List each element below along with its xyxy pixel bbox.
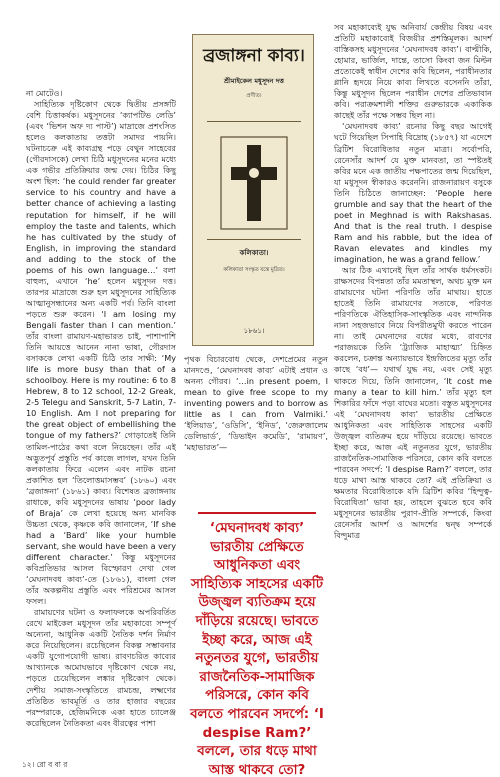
page-footer: ১২। রো ব বা র <box>22 760 68 769</box>
book-year: ১৮৬১। <box>243 327 265 335</box>
middle-column <box>184 354 328 453</box>
paragraph: আর ঠিক এখানেই ছিল তাঁর সার্থক ধর্মসংকট। রাক্ষসদের বিপন্নতা তাঁর মমতাস্থল, অথচ মুক্ত মন রামায়ণের ঘটনা পরিণতি তাঁর মাথায়। হাতে হাতেই তিনি রামায়ণের সত্যকে, পরিণত পরিণতিকে ঐতিহাসিক-সাংস্কৃতিক এবং নান্দনিক নানা সহজভাবে নিয়ে বিপরীতমুখী করতে পারেন না। তাই মেঘনাদের বধের মধ্যে, রাবণের পরাজয়কে তিনি ‘ট্র্যাজিক মাহাত্ম্য’ চিহ্নিত করলেন, চক্রান্ত অন্যায়ভাবে ইন্দ্রজিতের মৃত্যু তাঁর কাছে ‘বধ’— যথার্থ যুদ্ধ নয়, এবং সেই মৃত্যু থাকতে দিয়ে, তিনি জানালেন, ‘It cost me many a tear to kill him.’ তাঁর মৃত্যু হল শিকারির ফাঁদে পড়া বাঘের মতো। বস্তুত মধুসূদনের এই ‘মেঘনাদবধ কাব্য’ ভারতীয় প্রেক্ষিতে আধুনিকতা এবং সাহিত্যিক সাহসের একটি উজ্জ্বল ব্যতিক্রম হয়ে দাঁড়িয়ে রয়েছে। ভাবতে ইচ্ছা করে, আজ এই নতুনতর যুগে, ভারতীয় রাজনৈতিক-সামাজিক পরিসরে, কোন কবি বলতে পারবেন সদর্পে: ‘I despise Ram?’ বললে, তার ধড়ে মাথা আস্ত থাকবে তো? এই প্রতিক্রিয়া ও ক্ষমতার বিরোধিতাকে যদি ব্রিটিশ কবির ‘হিন্দুত্ব-বিরোধিতা’ ভাবা হয়, তাহলে বুঝতে হবে কবি মধুসূদনের ভারতীয় পুরাণ-প্রীতি সম্পর্কে, কিংবা রেনেসাঁর আদর্শ ও আদর্শের দ্বন্দ্ব সম্পর্কে বিন্দুমাত্র <box>334 265 492 541</box>
pull-quote: ‘মেঘনাদবধ কাব্য’ ভারতীয় প্রেক্ষিতে আধুনিকতা এবং সাহিত্যিক সাহসের একটি উজ্জ্বল ব্যতিক্রম হয়ে দাঁড়িয়ে রয়েছে। ভাবতে ইচ্ছা করে, আজ এই নতুনতর যুগে, ভারতীয় রাজনৈতিক-সামাজিক পরিসরে, কোন কবি বলতে পারবেন সদর্পে: ‘I despise Ram?’ বললে, তার ধড়ে মাথা আস্ত থাকবে তো? <box>190 521 324 777</box>
paragraph: পৃথক বিচারবোধ থেকে, দেশপ্রেমের নতুন মানদণ্ডে, ‘মেঘনাদবধ কাব্য’ এটাই প্রধান ও অনন্য গৌরব। ‘…in present poem, I mean to give free scope to my inventing powers and to borrow as little as I can from Valmiki.’ ‘ইলিয়াড’, ‘ওডিসি’, ‘ইনিড’, ‘জেরুজালেম ডেলিভার্ড’, ‘ডিভাইন কমেডি’, ‘রামায়ণ’, ‘মহাভারত’— <box>184 354 328 453</box>
pull-quote-rule <box>198 512 316 514</box>
paragraph: রামায়ণের ঘটনা ও ফলাফলকে অপরিবর্তিত রেখে মাইকেল মধুসূদন তাঁর মহাকাব্যে সম্পূর্ণ অন্যেনা, আধুনিক একটি নৈতিক দর্শন নির্মাণ করে নিয়েছিলেন। রচেছিলেন বিকল্প সম্ভাবনার একটি যুগোপযোগী ভাষ্য। রাবণচরিত কাব্যের আখ্যানকে অমোঘভাবে দৃষ্টিকোণ থেকে নয়, পড়তে চেয়েছিলেন লঙ্কার দৃষ্টিকোণ থেকে। দেশীয় সমাজ-সংস্কৃতিতে রামচন্দ্র, লক্ষ্মণের প্রতিষ্ঠিত ভাবমূর্তি ও তার হাজার বছরের পরম্পরাকে, হেজিমনিকে একা হাতে চ্যালেঞ্জ করেছিলেন নৈতিকতা এবং বীরত্বের পাশা <box>26 607 176 728</box>
book-subtitle: প্রণীত। <box>246 93 262 99</box>
book-divider <box>207 239 301 240</box>
cross-emblem-icon <box>219 135 289 231</box>
paragraph: না মোটেও। <box>26 88 63 98</box>
book-cover-image <box>192 34 314 346</box>
right-column <box>334 22 492 541</box>
left-column <box>26 88 176 729</box>
paragraph: সাহিত্যিক দৃষ্টিকোণ থেকে দ্বিতীয় প্রসঙ্গটি বেশি চিত্তাকর্ষক। মধুসূদনের ‘ক্যাপটিভ লেডি’ (এবং ‘ভিশন অফ দ্য পাস্ট’) মাদ্রাজে প্রশংসিত হলেও কলকাতায় তত্তটা সমাদর পায়নি। ঘটনাচক্রে এই কাব্যগ্রন্থ পড়ে বেথুন সাহেবের (গৌরদাসকে) লেখা চিঠি মধুসূদনের মনের মধ্যে এক গভীর প্রতিক্রিয়ার জন্ম দেয়। চিঠির কিছু অংশ ছিল: ‘he could render far greater service to his country and have a better chance of achieving a lasting reputation for himself, if he will employ the taste and talents, which he has cultivated by the study of English, in improving the standard and adding to the stock of the poems of his own language…’ বলা বাহুল্য, এখানে ‘he’ হলেন মধুসূদন দত্ত। তারপর মাদ্রাজে শুরু হল মধুসূদনের সাহিত্যিক আত্মানুসন্ধানের অন্য একটি পর্ব। তিনি বাংলা পড়তে শুরু করেন। ‘I am losing my Bengali faster than I can mention.’ তাঁর বাংলা রামায়ণ-মহাভারত চাই, পাশাপাশি তিনি আয়ত্তে আনেন নানা ভাষা, গৌরদাস বসাককে লেখা একটি চিঠি তার সাক্ষী: ‘My life is more busy than that of a schoolboy. Here is my routine: 6 to 8 Hebrew, 8 to 12 school, 12-2 Greak, 2-5 Telegu and Sanskrit, 5-7 Latin, 7-10 English. Am I not preparing for the great object of embellishing the tongue of my fathers?’ গোড়াতেই তিনি তামিল-পাঠের কথা বলে নিয়েছেন। তাঁর এই অদ্ভুতপূর্ব প্রস্তুতি পর্ব কাজে লাগল, যখন তিনি কলকাতায় ফিরে এলেন এবং নাটক রচনা প্রকাশিত হল ‘তিলোত্তমাসম্ভব’ (১৮৬০) এবং ‘ব্রজাঙ্গনা’ (১৮৬১) কাব্য। বিশেষত ব্রজাঙ্গনায় রাধাকে, কবি মধুসূদনের ভাষায় ‘poor lady of Braja’ কে লেখা হয়েছে অন্য মানবিক উচ্চতা থেকে, কৃষ্ণকে কবি জানালেন, ‘If she had a ‘Bard’ like your humble servant, she would have been a very different character.’ কিন্তু মধুসূদনের কবিপ্রতিভার আসল বিস্ফোরণ দেখা গেল ‘মেঘনাদবধ কাব্য’-তে (১৮৬১), বাংলা গেল তাঁর অকল্পনীয় প্রস্তুতি এবং পরিশ্রমের আসল ফসল। <box>26 99 176 607</box>
book-author: শ্রীমাইকেল মধুসূদন দত্ত <box>224 77 284 85</box>
book-title: ব্রজাঙ্গনা কাব্য। <box>203 46 305 66</box>
book-imprint: কলিকাতা সংস্কৃত যন্ত্রে মুদ্রিত। <box>223 267 285 273</box>
paragraph: সব মহাকাব্যেই যুদ্ধ অনিবার্য কেন্দ্রীয় বিষয় এবং প্রতিটি মহাকাব্যেই বিজয়ীর প্রশস্তিমূলক। আদর্শ বাস্তিকসহ মধুসূদনের ‘মেঘনাদবধ কাব্য’। বাল্মীকি, হোমার, ভার্জিল, দান্তে, তাসো কিংবা জন মিল্টন প্রত্যেকেই স্বাধীন দেশের কবি ছিলেন, পরাধীনতার গ্লানি হৃদয়ে নিয়ে কাব্য লিখতে বসেননি তাঁরা, কিন্তু মধুসূদন ছিলেন পরাধীন দেশের প্রতিভাবান কবি। পরাক্রমশালী শক্তির গুরুভারকে একাকিক কাছেই তাঁর পক্ষে সম্ভব ছিল না। <box>334 22 492 121</box>
book-city: কলিকাতা। <box>239 249 269 257</box>
book-divider <box>207 121 301 122</box>
paragraph: ‘মেঘনাদবধ কাব্য’ রচনার কিছু বছর আগেই ঘটে গিয়েছিল সিপাহি বিদ্রোহ (১৮৫৭) যা এদেশে ব্রিটিশ বিরোধিতার নতুন মাত্রা। সর্বোপরি, রেনেসাঁর আদর্শ যে মুক্ত মানবতা, তা স্পষ্টতই কবির মনে এক জাতীয় পক্ষপাতের জন্ম দিয়েছিল, যা মধুসূদন স্বীকারও করেননি। রাজনারায়ণ বসুকে তিনি চিঠিতে জানাচ্ছেন: ‘People here grumble and say that the heart of the poet in Meghnad is with Rakshasas. And that is the real truth. I despise Ram and his rabble, but the idea of Ravan elevates and kindles my imagination, he was a grand fellow.’ <box>334 121 492 264</box>
